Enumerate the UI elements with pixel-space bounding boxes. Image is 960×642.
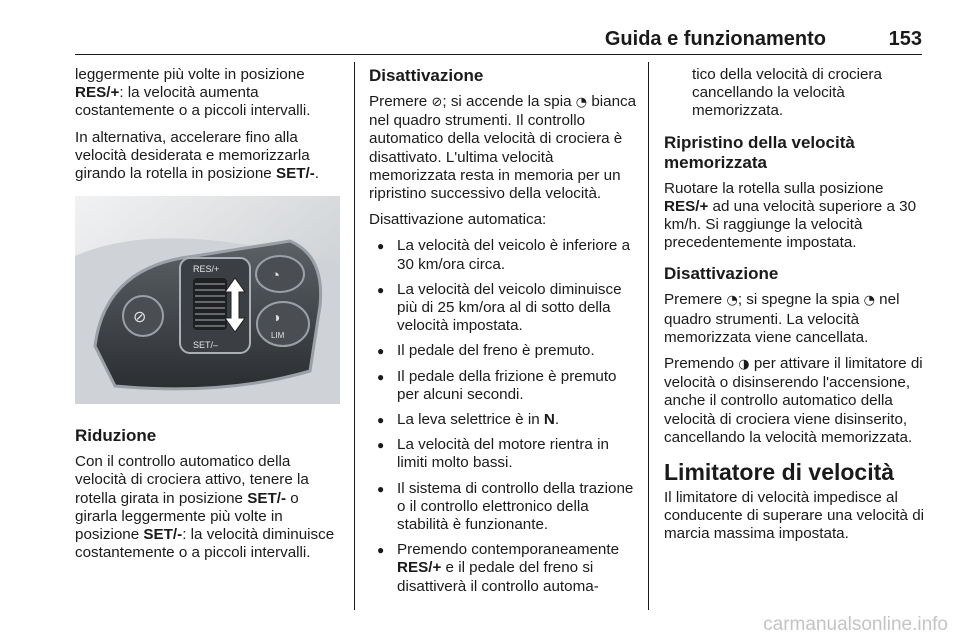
list-item: ● Il pedale della frizione è premuto per alcuni secondi.: [369, 368, 637, 404]
res-label: RES/+: [193, 264, 220, 275]
page-header: [75, 26, 922, 55]
column-divider: [648, 62, 649, 610]
column-divider: [354, 62, 355, 610]
list-item: ● La velocità del motore rientra in limiti molto bassi.: [369, 436, 637, 472]
heading-limitatore: Limitatore di velocità: [664, 459, 895, 486]
limiter-icon: ◑: [272, 309, 281, 326]
steering-wheel-controls-illustration: [75, 196, 340, 404]
lim-label: LIM: [271, 331, 285, 341]
list-item: ● La leva selettrice è in N.: [369, 411, 637, 429]
cruise-off-icon: ⊘: [133, 309, 147, 327]
list-item: ● La velocità del veicolo diminuisce più di 25 km/ora al di sotto della velocità impostata.: [369, 281, 637, 336]
watermark: carmanualsonline.info: [763, 614, 948, 635]
deactivation-list: [369, 237, 637, 595]
heading-ripristino: Ripristino della velocità memorizzata: [664, 132, 855, 172]
paragraph: leggermente più volte in posizione RES/+: la velocità aumenta costantemente o a piccoli intervalli.: [75, 66, 311, 120]
set-label: SET/–: [193, 340, 219, 351]
heading-disattivazione: Disattivazione: [664, 264, 779, 284]
limiter-icon: ◑: [738, 357, 750, 373]
column-right: [664, 66, 929, 552]
cruise-lamp-icon: ◔: [726, 293, 738, 309]
cruise-lamp-icon: ◔: [863, 293, 875, 309]
cruise-off-icon: ⊘: [431, 95, 443, 110]
list-item: ● La velocità del veicolo è inferiore a 30 km/ora circa.: [369, 237, 637, 273]
list-item: ● Il sistema di controllo della trazione o il controllo elettronico della stabilità è funzionante.: [369, 480, 637, 535]
paragraph: Premere ◔; si spegne la spia ◔ nel quadro strumenti. La velocità memorizzata viene cancellata.: [664, 291, 900, 346]
paragraph: Premendo ◑ per attivare il limitatore di velocità o disinserendo l'accensione, anche il controllo automatico della velocità di crociera viene disinserito, cancellando la velocità memorizzata.: [664, 355, 923, 446]
paragraph: Premere ⊘; si accende la spia ◔ bianca nel quadro strumenti. Il controllo automatico della velocità di crociera è disattivato. L'ultima velocità memorizzata resta in memoria per un ripristino successivo della velocità.: [369, 93, 637, 203]
column-middle: [369, 66, 637, 603]
cruise-icon: ◔: [271, 267, 281, 285]
paragraph: Disattivazione automatica:: [369, 211, 547, 229]
column-left: [75, 66, 340, 570]
heading-disattivazione: Disattivazione: [369, 66, 484, 85]
list-item: ● Il pedale del freno è premuto.: [369, 342, 637, 360]
steering-wheel-controls-figure: [75, 196, 340, 404]
cruise-lamp-icon: ◔: [575, 95, 588, 110]
heading-riduzione: Riduzione: [75, 426, 157, 446]
section-title: Guida e funzionamento: [604, 28, 826, 50]
page-number: 153: [888, 28, 922, 50]
list-continuation: tico della velocità di crociera cancellando la velocità memorizzata.: [692, 66, 882, 120]
paragraph: Il limitatore di velocità impedisce al conducente di superare una velocità di marcia massima impostata.: [664, 489, 925, 543]
paragraph: Con il controllo automatico della velocità di crociera attivo, tenere la rotella girata in posizione SET/- o girarla leggermente più volte in posizione SET/-: la velocità diminuisce costantemente o a piccoli intervalli.: [75, 453, 335, 562]
list-item: ● Premendo contemporaneamente RES/+ e il pedale del freno si disattiverà il controllo automa-: [369, 541, 637, 596]
paragraph: In alternativa, accelerare fino alla velocità desiderata e memorizzarla girando la rotella in posizione SET/-.: [75, 128, 320, 183]
paragraph: Ruotare la rotella sulla posizione RES/+ ad una velocità superiore a 30 km/h. Si raggiunge la velocità precedentemente impostata.: [664, 179, 917, 252]
